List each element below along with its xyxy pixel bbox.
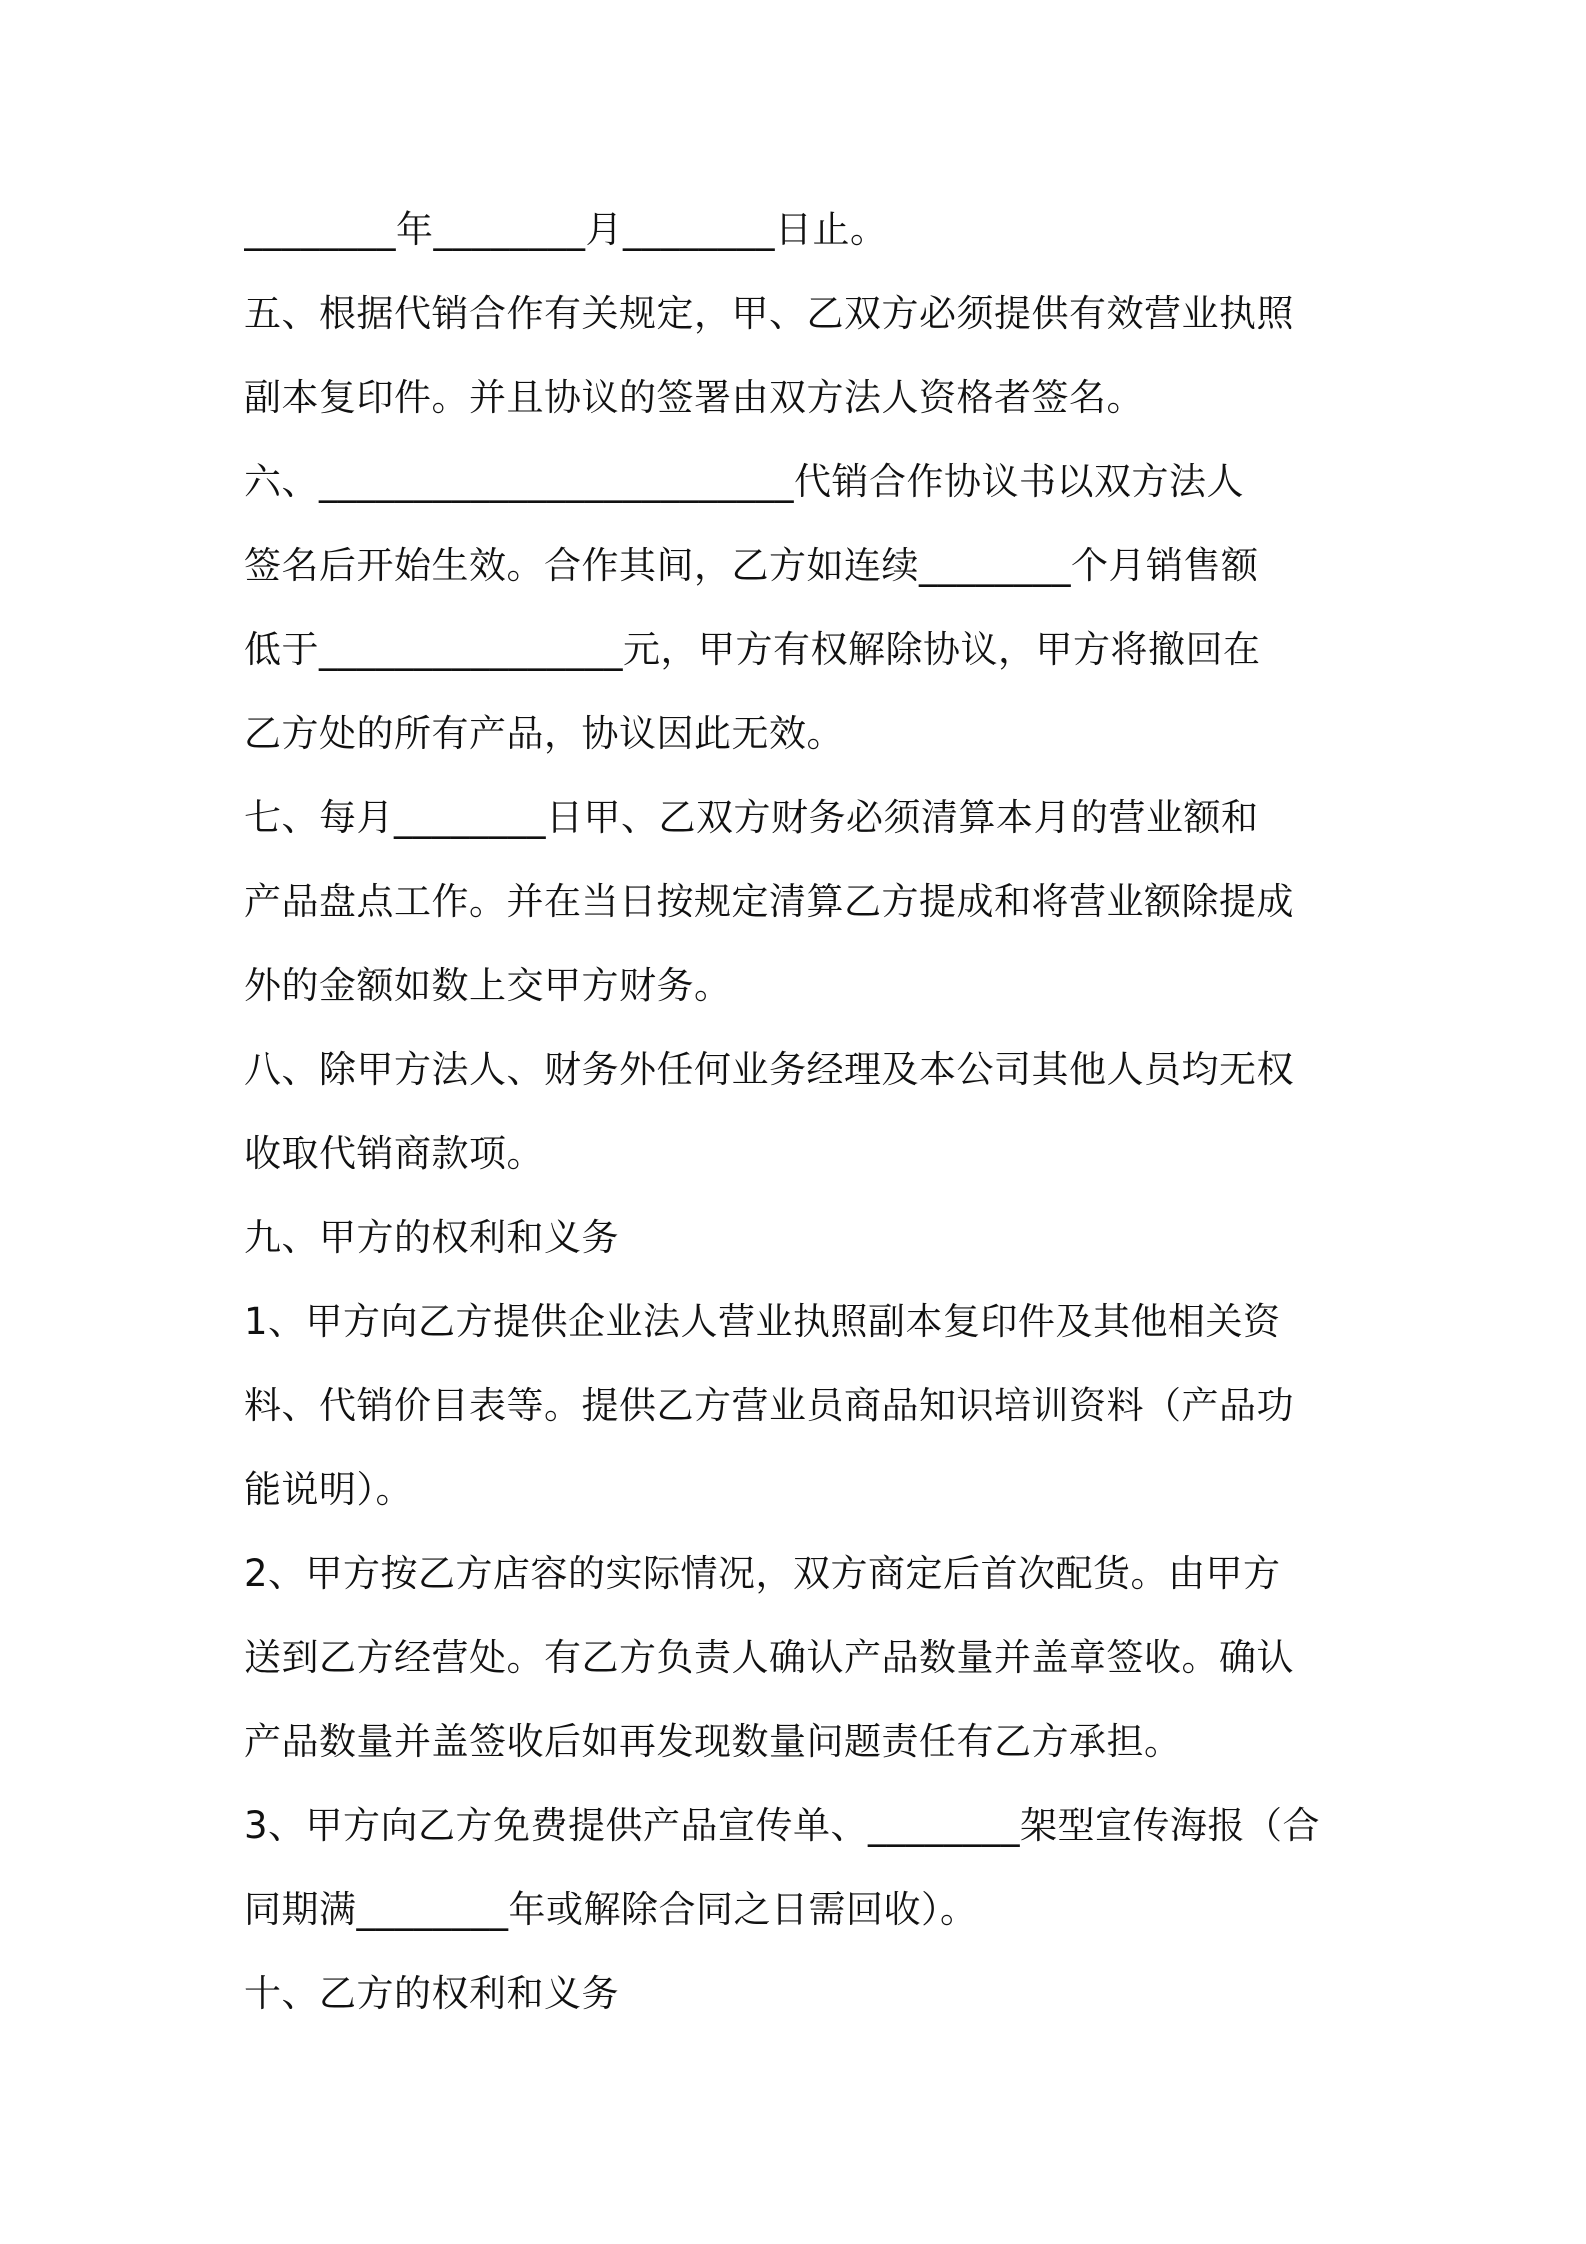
text-line: 产品盘点工作。并在当日按规定清算乙方提成和将营业额除提成 — [244, 880, 1294, 923]
text-line: 签名后开始生效。合作其间，乙方如连续________个月销售额 — [244, 544, 1259, 587]
section-heading: 九、甲方的权利和义务 — [244, 1216, 619, 1259]
text-line: 五、根据代销合作有关规定，甲、乙双方必须提供有效营业执照 — [244, 292, 1294, 335]
text-line: 七、每月________日甲、乙双方财务必须清算本月的营业额和 — [244, 796, 1259, 839]
text-line: 产品数量并盖签收后如再发现数量问题责任有乙方承担。 — [244, 1720, 1182, 1763]
text-line: 能说明）。 — [244, 1468, 413, 1511]
text-line: 副本复印件。并且协议的签署由双方法人资格者签名。 — [244, 376, 1144, 419]
text-line: 送到乙方经营处。有乙方负责人确认产品数量并盖章签收。确认 — [244, 1636, 1294, 1679]
text-line: 3、甲方向乙方免费提供产品宣传单、________架型宣传海报（合 — [244, 1804, 1321, 1847]
text-line: 同期满________年或解除合同之日需回收）。 — [244, 1888, 978, 1931]
text-line: 收取代销商款项。 — [244, 1132, 544, 1175]
text-line: 外的金额如数上交甲方财务。 — [244, 964, 732, 1007]
text-line: 料、代销价目表等。提供乙方营业员商品知识培训资料（产品功 — [244, 1384, 1294, 1427]
text-line: 1、甲方向乙方提供企业法人营业执照副本复印件及其他相关资 — [244, 1300, 1281, 1343]
text-line: 2、甲方按乙方店容的实际情况，双方商定后首次配货。由甲方 — [244, 1552, 1281, 1595]
text-line: 八、除甲方法人、财务外任何业务经理及本公司其他人员均无权 — [244, 1048, 1294, 1091]
text-line: 六、_________________________代销合作协议书以双方法人 — [244, 460, 1244, 503]
text-line: 乙方处的所有产品，协议因此无效。 — [244, 712, 844, 755]
text-line: 低于________________元，甲方有权解除协议，甲方将撤回在 — [244, 628, 1261, 671]
section-heading: 十、乙方的权利和义务 — [244, 1972, 619, 2015]
text-line: ________年________月________日止。 — [244, 208, 888, 251]
